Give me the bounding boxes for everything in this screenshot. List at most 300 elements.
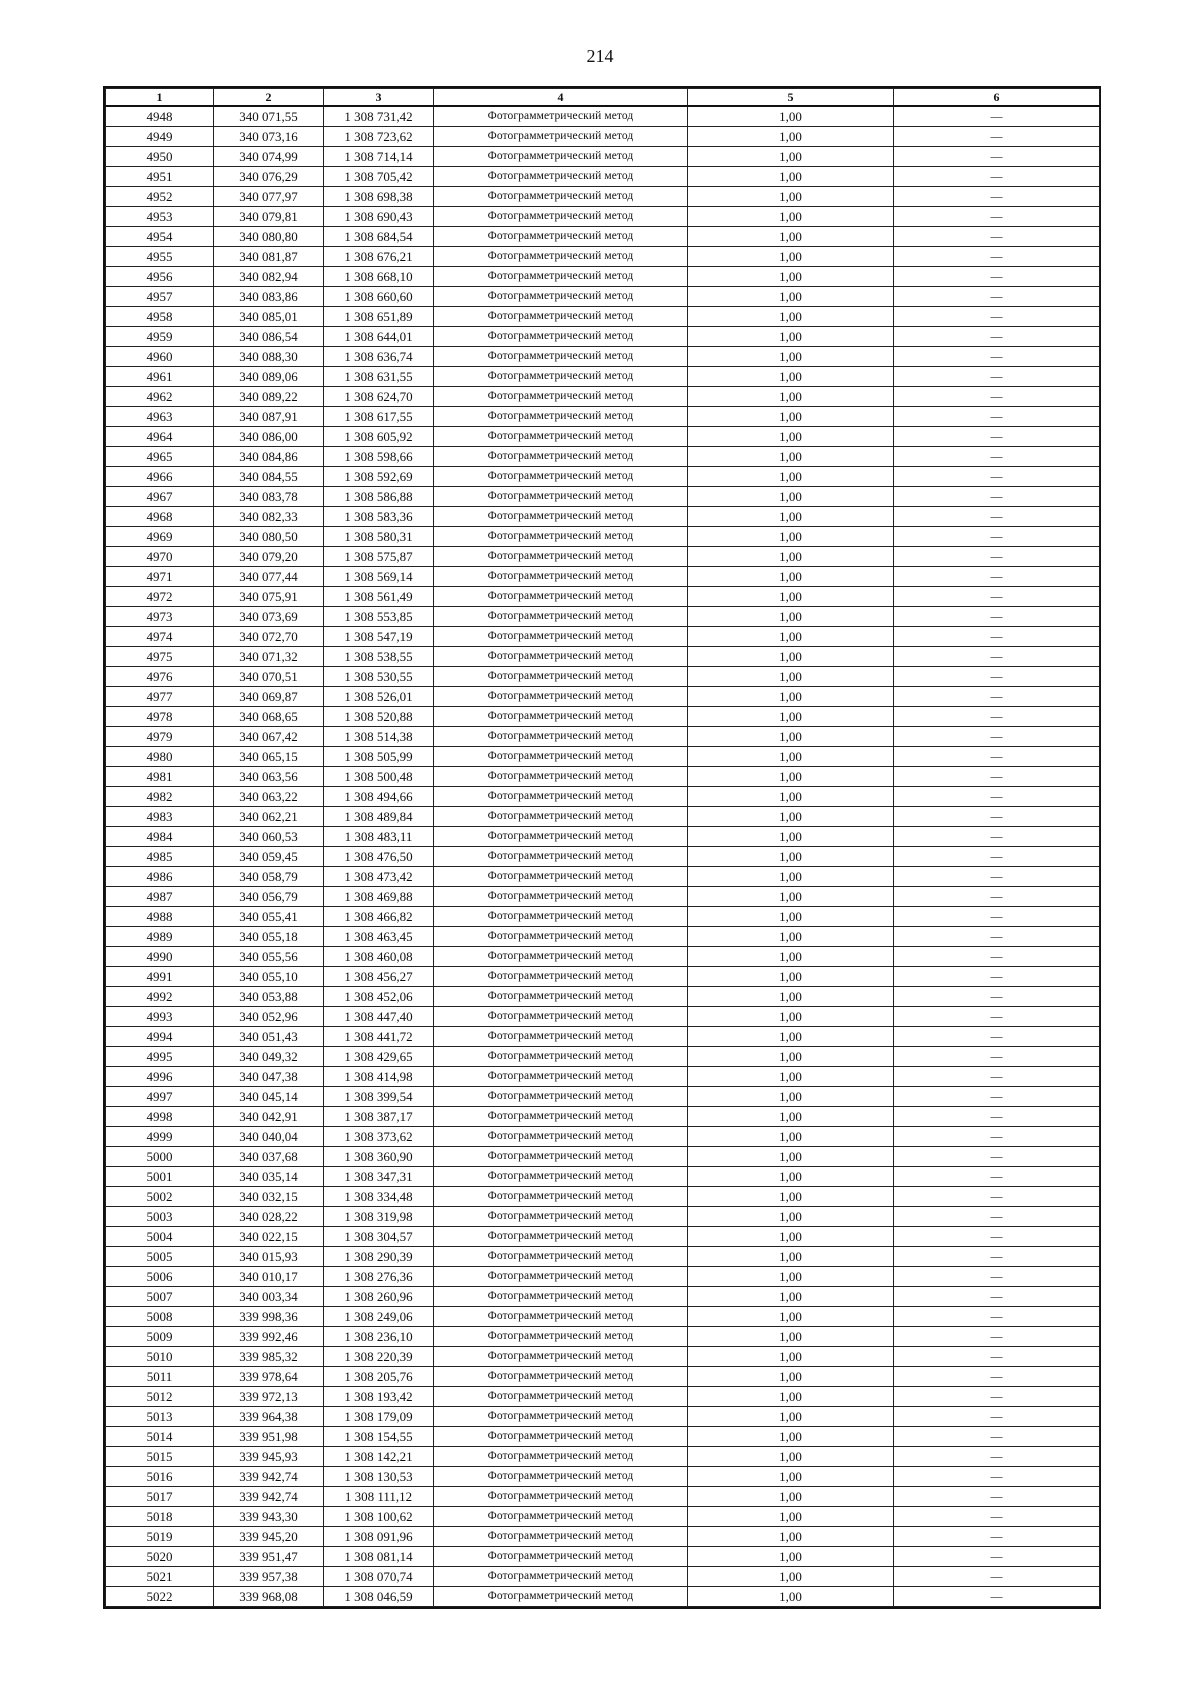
accuracy-cell: 1,00 <box>688 507 894 527</box>
method-cell: Фотограмметрический метод <box>434 807 688 827</box>
note-cell: — <box>894 147 1100 167</box>
x-coordinate-cell: 340 062,21 <box>214 807 324 827</box>
x-coordinate-cell: 340 055,41 <box>214 907 324 927</box>
accuracy-cell: 1,00 <box>688 887 894 907</box>
y-coordinate-cell: 1 308 447,40 <box>324 1007 434 1027</box>
point-number-cell: 5001 <box>106 1167 214 1187</box>
point-number-cell: 4992 <box>106 987 214 1007</box>
method-cell: Фотограмметрический метод <box>434 1467 688 1487</box>
method-cell: Фотограмметрический метод <box>434 827 688 847</box>
method-cell: Фотограмметрический метод <box>434 1507 688 1527</box>
x-coordinate-cell: 340 035,14 <box>214 1167 324 1187</box>
table-row <box>106 1067 1100 1087</box>
y-coordinate-cell: 1 308 205,76 <box>324 1367 434 1387</box>
x-coordinate-cell: 340 059,45 <box>214 847 324 867</box>
y-coordinate-cell: 1 308 598,66 <box>324 447 434 467</box>
method-cell: Фотограмметрический метод <box>434 1067 688 1087</box>
x-coordinate-cell: 340 080,50 <box>214 527 324 547</box>
point-number-cell: 5002 <box>106 1187 214 1207</box>
accuracy-cell: 1,00 <box>688 167 894 187</box>
point-number-cell: 4969 <box>106 527 214 547</box>
point-number-cell: 5020 <box>106 1547 214 1567</box>
method-cell: Фотограмметрический метод <box>434 1387 688 1407</box>
point-number-cell: 4987 <box>106 887 214 907</box>
x-coordinate-cell: 340 028,22 <box>214 1207 324 1227</box>
point-number-cell: 4977 <box>106 687 214 707</box>
table-row <box>106 747 1100 767</box>
note-cell: — <box>894 427 1100 447</box>
x-coordinate-cell: 339 972,13 <box>214 1387 324 1407</box>
point-number-cell: 4950 <box>106 147 214 167</box>
note-cell: — <box>894 1007 1100 1027</box>
column-header-3: 3 <box>324 89 434 107</box>
y-coordinate-cell: 1 308 520,88 <box>324 707 434 727</box>
point-number-cell: 4995 <box>106 1047 214 1067</box>
method-cell: Фотограмметрический метод <box>434 1147 688 1167</box>
method-cell: Фотограмметрический метод <box>434 1087 688 1107</box>
point-number-cell: 4988 <box>106 907 214 927</box>
x-coordinate-cell: 340 010,17 <box>214 1267 324 1287</box>
table-row <box>106 547 1100 567</box>
note-cell: — <box>894 487 1100 507</box>
table-row <box>106 847 1100 867</box>
x-coordinate-cell: 340 076,29 <box>214 167 324 187</box>
accuracy-cell: 1,00 <box>688 327 894 347</box>
note-cell: — <box>894 1427 1100 1447</box>
x-coordinate-cell: 340 022,15 <box>214 1227 324 1247</box>
x-coordinate-cell: 339 985,32 <box>214 1347 324 1367</box>
x-coordinate-cell: 340 075,91 <box>214 587 324 607</box>
accuracy-cell: 1,00 <box>688 1527 894 1547</box>
point-number-cell: 4962 <box>106 387 214 407</box>
accuracy-cell: 1,00 <box>688 1327 894 1347</box>
accuracy-cell: 1,00 <box>688 1107 894 1127</box>
point-number-cell: 5013 <box>106 1407 214 1427</box>
y-coordinate-cell: 1 308 660,60 <box>324 287 434 307</box>
note-cell: — <box>894 767 1100 787</box>
y-coordinate-cell: 1 308 111,12 <box>324 1487 434 1507</box>
accuracy-cell: 1,00 <box>688 1447 894 1467</box>
note-cell: — <box>894 1587 1100 1607</box>
point-number-cell: 4952 <box>106 187 214 207</box>
y-coordinate-cell: 1 308 091,96 <box>324 1527 434 1547</box>
point-number-cell: 4978 <box>106 707 214 727</box>
note-cell: — <box>894 747 1100 767</box>
method-cell: Фотограмметрический метод <box>434 467 688 487</box>
note-cell: — <box>894 787 1100 807</box>
method-cell: Фотограмметрический метод <box>434 287 688 307</box>
note-cell: — <box>894 1187 1100 1207</box>
note-cell: — <box>894 207 1100 227</box>
accuracy-cell: 1,00 <box>688 1387 894 1407</box>
y-coordinate-cell: 1 308 130,53 <box>324 1467 434 1487</box>
accuracy-cell: 1,00 <box>688 1067 894 1087</box>
x-coordinate-cell: 340 055,10 <box>214 967 324 987</box>
table-row <box>106 467 1100 487</box>
point-number-cell: 4964 <box>106 427 214 447</box>
method-cell: Фотограмметрический метод <box>434 407 688 427</box>
x-coordinate-cell: 339 942,74 <box>214 1467 324 1487</box>
x-coordinate-cell: 340 089,22 <box>214 387 324 407</box>
point-number-cell: 4994 <box>106 1027 214 1047</box>
note-cell: — <box>894 287 1100 307</box>
accuracy-cell: 1,00 <box>688 667 894 687</box>
y-coordinate-cell: 1 308 046,59 <box>324 1587 434 1607</box>
method-cell: Фотограмметрический метод <box>434 527 688 547</box>
note-cell: — <box>894 627 1100 647</box>
point-number-cell: 4984 <box>106 827 214 847</box>
table-row <box>106 1207 1100 1227</box>
y-coordinate-cell: 1 308 304,57 <box>324 1227 434 1247</box>
y-coordinate-cell: 1 308 463,45 <box>324 927 434 947</box>
point-number-cell: 4981 <box>106 767 214 787</box>
method-cell: Фотограмметрический метод <box>434 927 688 947</box>
x-coordinate-cell: 340 073,16 <box>214 127 324 147</box>
x-coordinate-cell: 340 040,04 <box>214 1127 324 1147</box>
point-number-cell: 4955 <box>106 247 214 267</box>
column-header-1: 1 <box>106 89 214 107</box>
note-cell: — <box>894 1567 1100 1587</box>
x-coordinate-cell: 339 964,38 <box>214 1407 324 1427</box>
accuracy-cell: 1,00 <box>688 267 894 287</box>
method-cell: Фотограмметрический метод <box>434 1487 688 1507</box>
x-coordinate-cell: 340 053,88 <box>214 987 324 1007</box>
note-cell: — <box>894 467 1100 487</box>
x-coordinate-cell: 340 015,93 <box>214 1247 324 1267</box>
note-cell: — <box>894 187 1100 207</box>
y-coordinate-cell: 1 308 334,48 <box>324 1187 434 1207</box>
column-header-5: 5 <box>688 89 894 107</box>
method-cell: Фотограмметрический метод <box>434 1047 688 1067</box>
point-number-cell: 4983 <box>106 807 214 827</box>
note-cell: — <box>894 407 1100 427</box>
method-cell: Фотограмметрический метод <box>434 1007 688 1027</box>
point-number-cell: 5017 <box>106 1487 214 1507</box>
accuracy-cell: 1,00 <box>688 947 894 967</box>
y-coordinate-cell: 1 308 580,31 <box>324 527 434 547</box>
x-coordinate-cell: 340 052,96 <box>214 1007 324 1027</box>
point-number-cell: 5016 <box>106 1467 214 1487</box>
note-cell: — <box>894 1027 1100 1047</box>
table-row <box>106 1367 1100 1387</box>
table-row <box>106 407 1100 427</box>
note-cell: — <box>894 1467 1100 1487</box>
y-coordinate-cell: 1 308 154,55 <box>324 1427 434 1447</box>
method-cell: Фотограмметрический метод <box>434 607 688 627</box>
note-cell: — <box>894 1227 1100 1247</box>
page-number: 214 <box>586 46 614 66</box>
point-number-cell: 4998 <box>106 1107 214 1127</box>
point-number-cell: 4968 <box>106 507 214 527</box>
table-row <box>106 1467 1100 1487</box>
table-row <box>106 707 1100 727</box>
method-cell: Фотограмметрический метод <box>434 1367 688 1387</box>
method-cell: Фотограмметрический метод <box>434 667 688 687</box>
method-cell: Фотограмметрический метод <box>434 367 688 387</box>
method-cell: Фотограмметрический метод <box>434 1347 688 1367</box>
x-coordinate-cell: 340 087,91 <box>214 407 324 427</box>
note-cell: — <box>894 667 1100 687</box>
y-coordinate-cell: 1 308 494,66 <box>324 787 434 807</box>
note-cell: — <box>894 1087 1100 1107</box>
accuracy-cell: 1,00 <box>688 287 894 307</box>
accuracy-cell: 1,00 <box>688 1167 894 1187</box>
table-row <box>106 1267 1100 1287</box>
table-row <box>106 647 1100 667</box>
point-number-cell: 5021 <box>106 1567 214 1587</box>
method-cell: Фотограмметрический метод <box>434 1407 688 1427</box>
method-cell: Фотограмметрический метод <box>434 1227 688 1247</box>
method-cell: Фотограмметрический метод <box>434 1107 688 1127</box>
accuracy-cell: 1,00 <box>688 247 894 267</box>
accuracy-cell: 1,00 <box>688 1507 894 1527</box>
note-cell: — <box>894 967 1100 987</box>
accuracy-cell: 1,00 <box>688 1027 894 1047</box>
table-row <box>106 1167 1100 1187</box>
accuracy-cell: 1,00 <box>688 1147 894 1167</box>
table-row <box>106 1007 1100 1027</box>
accuracy-cell: 1,00 <box>688 487 894 507</box>
y-coordinate-cell: 1 308 668,10 <box>324 267 434 287</box>
method-cell: Фотограмметрический метод <box>434 327 688 347</box>
accuracy-cell: 1,00 <box>688 827 894 847</box>
column-number-row <box>106 89 1100 107</box>
method-cell: Фотограмметрический метод <box>434 167 688 187</box>
accuracy-cell: 1,00 <box>688 1587 894 1607</box>
point-number-cell: 4973 <box>106 607 214 627</box>
accuracy-cell: 1,00 <box>688 467 894 487</box>
accuracy-cell: 1,00 <box>688 1407 894 1427</box>
table-row <box>106 787 1100 807</box>
note-cell: — <box>894 1207 1100 1227</box>
x-coordinate-cell: 340 042,91 <box>214 1107 324 1127</box>
y-coordinate-cell: 1 308 586,88 <box>324 487 434 507</box>
method-cell: Фотограмметрический метод <box>434 1027 688 1047</box>
table-body <box>106 106 1100 1607</box>
point-number-cell: 5012 <box>106 1387 214 1407</box>
x-coordinate-cell: 340 084,86 <box>214 447 324 467</box>
y-coordinate-cell: 1 308 429,65 <box>324 1047 434 1067</box>
point-number-cell: 5004 <box>106 1227 214 1247</box>
note-cell: — <box>894 587 1100 607</box>
table-row <box>106 227 1100 247</box>
y-coordinate-cell: 1 308 676,21 <box>324 247 434 267</box>
x-coordinate-cell: 339 943,30 <box>214 1507 324 1527</box>
method-cell: Фотограмметрический метод <box>434 587 688 607</box>
point-number-cell: 5011 <box>106 1367 214 1387</box>
note-cell: — <box>894 827 1100 847</box>
point-number-cell: 5010 <box>106 1347 214 1367</box>
table-row <box>106 1567 1100 1587</box>
y-coordinate-cell: 1 308 561,49 <box>324 587 434 607</box>
point-number-cell: 4970 <box>106 547 214 567</box>
table-row <box>106 167 1100 187</box>
method-cell: Фотограмметрический метод <box>434 1187 688 1207</box>
table-row <box>106 827 1100 847</box>
y-coordinate-cell: 1 308 644,01 <box>324 327 434 347</box>
point-number-cell: 4958 <box>106 307 214 327</box>
method-cell: Фотограмметрический метод <box>434 347 688 367</box>
x-coordinate-cell: 340 069,87 <box>214 687 324 707</box>
point-number-cell: 4948 <box>106 106 214 127</box>
accuracy-cell: 1,00 <box>688 807 894 827</box>
table-row <box>106 427 1100 447</box>
table-row <box>106 867 1100 887</box>
x-coordinate-cell: 340 045,14 <box>214 1087 324 1107</box>
accuracy-cell: 1,00 <box>688 1307 894 1327</box>
note-cell: — <box>894 707 1100 727</box>
point-number-cell: 4967 <box>106 487 214 507</box>
table-row <box>106 1527 1100 1547</box>
accuracy-cell: 1,00 <box>688 207 894 227</box>
method-cell: Фотограмметрический метод <box>434 1447 688 1467</box>
coordinates-table-frame <box>103 86 1101 1609</box>
y-coordinate-cell: 1 308 684,54 <box>324 227 434 247</box>
y-coordinate-cell: 1 308 636,74 <box>324 347 434 367</box>
point-number-cell: 4997 <box>106 1087 214 1107</box>
accuracy-cell: 1,00 <box>688 607 894 627</box>
accuracy-cell: 1,00 <box>688 707 894 727</box>
accuracy-cell: 1,00 <box>688 1567 894 1587</box>
x-coordinate-cell: 340 077,97 <box>214 187 324 207</box>
table-row <box>106 907 1100 927</box>
accuracy-cell: 1,00 <box>688 527 894 547</box>
x-coordinate-cell: 340 058,79 <box>214 867 324 887</box>
point-number-cell: 4963 <box>106 407 214 427</box>
point-number-cell: 4993 <box>106 1007 214 1027</box>
y-coordinate-cell: 1 308 260,96 <box>324 1287 434 1307</box>
method-cell: Фотограмметрический метод <box>434 507 688 527</box>
point-number-cell: 4974 <box>106 627 214 647</box>
point-number-cell: 4982 <box>106 787 214 807</box>
note-cell: — <box>894 267 1100 287</box>
y-coordinate-cell: 1 308 142,21 <box>324 1447 434 1467</box>
x-coordinate-cell: 340 079,81 <box>214 207 324 227</box>
y-coordinate-cell: 1 308 690,43 <box>324 207 434 227</box>
note-cell: — <box>894 327 1100 347</box>
method-cell: Фотограмметрический метод <box>434 887 688 907</box>
table-row <box>106 1147 1100 1167</box>
x-coordinate-cell: 340 086,54 <box>214 327 324 347</box>
coordinates-table <box>105 88 1100 1607</box>
accuracy-cell: 1,00 <box>688 587 894 607</box>
point-number-cell: 4989 <box>106 927 214 947</box>
point-number-cell: 5007 <box>106 1287 214 1307</box>
y-coordinate-cell: 1 308 651,89 <box>324 307 434 327</box>
table-row <box>106 527 1100 547</box>
x-coordinate-cell: 340 070,51 <box>214 667 324 687</box>
note-cell: — <box>894 167 1100 187</box>
column-header-4: 4 <box>434 89 688 107</box>
accuracy-cell: 1,00 <box>688 127 894 147</box>
accuracy-cell: 1,00 <box>688 867 894 887</box>
point-number-cell: 4960 <box>106 347 214 367</box>
method-cell: Фотограмметрический метод <box>434 1167 688 1187</box>
table-row <box>106 127 1100 147</box>
x-coordinate-cell: 340 072,70 <box>214 627 324 647</box>
x-coordinate-cell: 339 951,47 <box>214 1547 324 1567</box>
table-row <box>106 1347 1100 1367</box>
point-number-cell: 4979 <box>106 727 214 747</box>
x-coordinate-cell: 340 088,30 <box>214 347 324 367</box>
note-cell: — <box>894 927 1100 947</box>
method-cell: Фотограмметрический метод <box>434 127 688 147</box>
note-cell: — <box>894 227 1100 247</box>
column-header-2: 2 <box>214 89 324 107</box>
method-cell: Фотограмметрический метод <box>434 747 688 767</box>
x-coordinate-cell: 339 968,08 <box>214 1587 324 1607</box>
y-coordinate-cell: 1 308 624,70 <box>324 387 434 407</box>
accuracy-cell: 1,00 <box>688 687 894 707</box>
table-row <box>106 687 1100 707</box>
accuracy-cell: 1,00 <box>688 1347 894 1367</box>
accuracy-cell: 1,00 <box>688 967 894 987</box>
note-cell: — <box>894 907 1100 927</box>
note-cell: — <box>894 387 1100 407</box>
point-number-cell: 5022 <box>106 1587 214 1607</box>
point-number-cell: 4986 <box>106 867 214 887</box>
table-row <box>106 927 1100 947</box>
y-coordinate-cell: 1 308 569,14 <box>324 567 434 587</box>
accuracy-cell: 1,00 <box>688 1467 894 1487</box>
y-coordinate-cell: 1 308 387,17 <box>324 1107 434 1127</box>
y-coordinate-cell: 1 308 456,27 <box>324 967 434 987</box>
table-row <box>106 667 1100 687</box>
x-coordinate-cell: 340 073,69 <box>214 607 324 627</box>
table-row <box>106 807 1100 827</box>
table-row <box>106 187 1100 207</box>
note-cell: — <box>894 106 1100 127</box>
x-coordinate-cell: 340 067,42 <box>214 727 324 747</box>
x-coordinate-cell: 339 945,20 <box>214 1527 324 1547</box>
table-row <box>106 1087 1100 1107</box>
method-cell: Фотограмметрический метод <box>434 707 688 727</box>
note-cell: — <box>894 607 1100 627</box>
point-number-cell: 4975 <box>106 647 214 667</box>
table-row <box>106 307 1100 327</box>
x-coordinate-cell: 340 071,55 <box>214 106 324 127</box>
x-coordinate-cell: 340 084,55 <box>214 467 324 487</box>
x-coordinate-cell: 340 063,22 <box>214 787 324 807</box>
y-coordinate-cell: 1 308 547,19 <box>324 627 434 647</box>
x-coordinate-cell: 340 032,15 <box>214 1187 324 1207</box>
accuracy-cell: 1,00 <box>688 1087 894 1107</box>
note-cell: — <box>894 507 1100 527</box>
note-cell: — <box>894 687 1100 707</box>
y-coordinate-cell: 1 308 373,62 <box>324 1127 434 1147</box>
x-coordinate-cell: 340 071,32 <box>214 647 324 667</box>
table-row <box>106 1327 1100 1347</box>
x-coordinate-cell: 339 951,98 <box>214 1427 324 1447</box>
table-row <box>106 1547 1100 1567</box>
table-row <box>106 567 1100 587</box>
table-row <box>106 1047 1100 1067</box>
accuracy-cell: 1,00 <box>688 1007 894 1027</box>
table-row <box>106 447 1100 467</box>
x-coordinate-cell: 340 082,33 <box>214 507 324 527</box>
accuracy-cell: 1,00 <box>688 347 894 367</box>
table-row <box>106 967 1100 987</box>
method-cell: Фотограмметрический метод <box>434 227 688 247</box>
note-cell: — <box>894 1287 1100 1307</box>
accuracy-cell: 1,00 <box>688 927 894 947</box>
table-row <box>106 1387 1100 1407</box>
method-cell: Фотограмметрический метод <box>434 967 688 987</box>
x-coordinate-cell: 339 992,46 <box>214 1327 324 1347</box>
method-cell: Фотограмметрический метод <box>434 727 688 747</box>
table-row <box>106 1307 1100 1327</box>
point-number-cell: 4966 <box>106 467 214 487</box>
